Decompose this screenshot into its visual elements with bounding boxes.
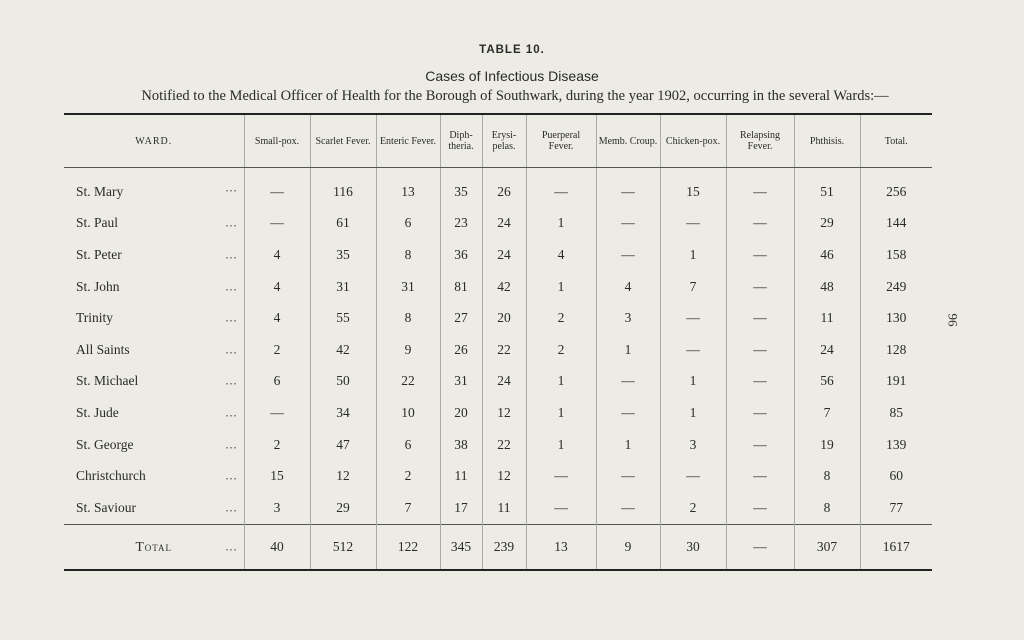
- table-cell: —: [726, 271, 794, 303]
- table-cell: 9: [376, 334, 440, 366]
- table-cell: 34: [310, 397, 376, 429]
- table-cell: 31: [440, 366, 482, 398]
- total-cell: 512: [310, 524, 376, 570]
- table-cell: —: [244, 208, 310, 240]
- table-row: [64, 208, 932, 240]
- column-header: Scarlet Fever.: [310, 114, 376, 168]
- table-cell: 24: [482, 366, 526, 398]
- leader-dots: ...: [225, 342, 238, 357]
- table-cell: 4: [596, 271, 660, 303]
- total-cell: 9: [596, 524, 660, 570]
- column-header: Enteric Fever.: [376, 114, 440, 168]
- table-cell: —: [596, 366, 660, 398]
- table-cell: —: [660, 208, 726, 240]
- table-cell: 2: [526, 334, 596, 366]
- table-row: [64, 366, 932, 398]
- leader-dots: ...: [225, 247, 238, 262]
- ward-name-cell: Trinity ...: [76, 310, 238, 326]
- table-cell: 1: [526, 366, 596, 398]
- table-cell: 8: [794, 492, 860, 524]
- leader-dots: ...: [225, 405, 238, 420]
- table-cell: 1: [660, 366, 726, 398]
- ward-name-cell: St. Mary ...: [76, 180, 238, 199]
- table-cell: 3: [244, 492, 310, 524]
- table-cell: 85: [860, 397, 932, 429]
- total-cell: 13: [526, 524, 596, 570]
- column-header: Chicken-pox.: [660, 114, 726, 168]
- table-row: [64, 460, 932, 492]
- table-cell: 61: [310, 208, 376, 240]
- table-cell: 144: [860, 208, 932, 240]
- total-cell: 345: [440, 524, 482, 570]
- table-cell: —: [596, 492, 660, 524]
- column-header: Diph-theria.: [440, 114, 482, 168]
- table-cell: 60: [860, 460, 932, 492]
- total-cell: 307: [794, 524, 860, 570]
- table-cell: 1: [660, 397, 726, 429]
- table-cell: —: [726, 168, 794, 208]
- table-cell: 56: [794, 366, 860, 398]
- table-cell: 256: [860, 168, 932, 208]
- leader-dots: ...: [225, 373, 238, 388]
- table-cell: —: [596, 239, 660, 271]
- ward-name-cell: All Saints ...: [76, 341, 238, 357]
- table-cell: 51: [794, 168, 860, 208]
- table-cell: 11: [794, 302, 860, 334]
- table-row: [64, 334, 932, 366]
- table-cell: 29: [310, 492, 376, 524]
- table-cell: 47: [310, 429, 376, 461]
- table-cell: —: [726, 239, 794, 271]
- table-cell: 46: [794, 239, 860, 271]
- table-cell: 31: [310, 271, 376, 303]
- table-row: [64, 429, 932, 461]
- table-cell: 6: [376, 208, 440, 240]
- table-cell: —: [726, 334, 794, 366]
- table-cell: —: [726, 208, 794, 240]
- table-cell: —: [726, 460, 794, 492]
- table-cell: —: [526, 168, 596, 208]
- table-cell: 22: [482, 429, 526, 461]
- ward-name-cell: St. Michael ...: [76, 373, 238, 389]
- total-cell: 30: [660, 524, 726, 570]
- table-cell: 1: [526, 429, 596, 461]
- total-cell: 1617: [860, 524, 932, 570]
- table-cell: 2: [244, 429, 310, 461]
- table-cell: —: [660, 334, 726, 366]
- table-cell: 1: [526, 271, 596, 303]
- table-cell: 2: [526, 302, 596, 334]
- table-row: [64, 168, 932, 208]
- table-cell: 15: [660, 168, 726, 208]
- table-cell: 3: [660, 429, 726, 461]
- table-row: [64, 271, 932, 303]
- ward-name-cell: St. Paul ...: [76, 215, 238, 231]
- table-cell: —: [596, 168, 660, 208]
- total-cell: 239: [482, 524, 526, 570]
- table-cell: 116: [310, 168, 376, 208]
- table-cell: 38: [440, 429, 482, 461]
- table-row: [64, 397, 932, 429]
- leader-dots: ...: [225, 500, 238, 515]
- ward-name-cell: St. George ...: [76, 436, 238, 452]
- table-cell: —: [596, 460, 660, 492]
- table-cell: 128: [860, 334, 932, 366]
- table-cell: 35: [440, 168, 482, 208]
- ward-name-cell: Christchurch ...: [76, 468, 238, 484]
- table-cell: —: [726, 397, 794, 429]
- leader-dots: ...: [225, 180, 238, 195]
- table-cell: —: [596, 397, 660, 429]
- table-cell: —: [660, 302, 726, 334]
- total-cell: 122: [376, 524, 440, 570]
- ward-name-cell: St. Jude ...: [76, 404, 238, 420]
- table-cell: —: [526, 460, 596, 492]
- table-cell: 42: [310, 334, 376, 366]
- table-cell: 4: [526, 239, 596, 271]
- column-header: WARD.: [64, 114, 244, 168]
- table-row: [64, 492, 932, 524]
- table-cell: 36: [440, 239, 482, 271]
- ward-name-cell: St. John ...: [76, 278, 238, 294]
- table-cell: 1: [526, 397, 596, 429]
- table-cell: 29: [794, 208, 860, 240]
- table-cell: 8: [376, 239, 440, 271]
- table-cell: 4: [244, 239, 310, 271]
- table-cell: 22: [376, 366, 440, 398]
- ward-name-cell: St. Peter ...: [76, 246, 238, 262]
- table-cell: 8: [794, 460, 860, 492]
- table-cell: 12: [482, 460, 526, 492]
- table-cell: —: [660, 460, 726, 492]
- table-cell: 55: [310, 302, 376, 334]
- table-cell: 17: [440, 492, 482, 524]
- table-cell: 12: [482, 397, 526, 429]
- leader-dots: ...: [225, 468, 238, 483]
- table-cell: 2: [244, 334, 310, 366]
- table-cell: —: [726, 366, 794, 398]
- table-cell: —: [726, 492, 794, 524]
- ward-name-cell: St. Saviour ...: [76, 499, 238, 515]
- column-header: Memb. Croup.: [596, 114, 660, 168]
- page-subtitle: Notified to the Medical Officer of Health for the Borough of Southwark, during the year 1902, occurring in the several Wards:—: [141, 88, 889, 104]
- column-header: Small-pox.: [244, 114, 310, 168]
- column-header: Phthisis.: [794, 114, 860, 168]
- table-cell: 27: [440, 302, 482, 334]
- total-cell: 40: [244, 524, 310, 570]
- column-header: Puerperal Fever.: [526, 114, 596, 168]
- table-cell: 130: [860, 302, 932, 334]
- leader-dots: ...: [225, 215, 238, 230]
- table-cell: 42: [482, 271, 526, 303]
- table-cell: 24: [482, 239, 526, 271]
- table-header-row: [64, 114, 932, 168]
- table-cell: 3: [596, 302, 660, 334]
- table-cell: 1: [596, 334, 660, 366]
- table-cell: 191: [860, 366, 932, 398]
- table-cell: 11: [482, 492, 526, 524]
- table-cell: 31: [376, 271, 440, 303]
- table-cell: —: [526, 492, 596, 524]
- table-label: TABLE 10.: [479, 44, 545, 56]
- table-cell: —: [596, 208, 660, 240]
- table-cell: 2: [660, 492, 726, 524]
- table-cell: 1: [526, 208, 596, 240]
- table-cell: 48: [794, 271, 860, 303]
- table-cell: 22: [482, 334, 526, 366]
- table-cell: 24: [794, 334, 860, 366]
- table-cell: 139: [860, 429, 932, 461]
- table-cell: 13: [376, 168, 440, 208]
- table-cell: 158: [860, 239, 932, 271]
- column-header: Total.: [860, 114, 932, 168]
- table-cell: 8: [376, 302, 440, 334]
- table-cell: 35: [310, 239, 376, 271]
- table-cell: 1: [660, 239, 726, 271]
- table-body: [64, 168, 932, 525]
- table-cell: 7: [376, 492, 440, 524]
- table-cell: 19: [794, 429, 860, 461]
- leader-dots: ...: [225, 539, 238, 554]
- table-cell: 11: [440, 460, 482, 492]
- table-row: [64, 239, 932, 271]
- table-row: [64, 302, 932, 334]
- table-cell: 6: [376, 429, 440, 461]
- table-cell: —: [244, 397, 310, 429]
- column-header: Relapsing Fever.: [726, 114, 794, 168]
- table-cell: 10: [376, 397, 440, 429]
- table-cell: 26: [440, 334, 482, 366]
- table-cell: 26: [482, 168, 526, 208]
- table-cell: 4: [244, 271, 310, 303]
- table-cell: 81: [440, 271, 482, 303]
- page-title: Cases of Infectious Disease: [425, 68, 599, 84]
- total-row: [64, 524, 932, 570]
- table-cell: 20: [482, 302, 526, 334]
- table-cell: 2: [376, 460, 440, 492]
- leader-dots: ...: [225, 437, 238, 452]
- page-number: 96: [945, 313, 961, 327]
- table-cell: 20: [440, 397, 482, 429]
- table-cell: 77: [860, 492, 932, 524]
- table-cell: —: [244, 168, 310, 208]
- table-cell: 24: [482, 208, 526, 240]
- leader-dots: ...: [225, 279, 238, 294]
- table-cell: 249: [860, 271, 932, 303]
- table-cell: 50: [310, 366, 376, 398]
- table-cell: 6: [244, 366, 310, 398]
- infectious-disease-table: [64, 113, 932, 571]
- table-cell: 15: [244, 460, 310, 492]
- table-cell: 7: [794, 397, 860, 429]
- column-header: Erysi-pelas.: [482, 114, 526, 168]
- table-cell: 4: [244, 302, 310, 334]
- total-cell: —: [726, 524, 794, 570]
- table-cell: —: [726, 429, 794, 461]
- leader-dots: ...: [225, 310, 238, 325]
- total-label: Total ...: [64, 524, 244, 570]
- table-cell: 1: [596, 429, 660, 461]
- table-cell: 12: [310, 460, 376, 492]
- table-cell: —: [726, 302, 794, 334]
- table-cell: 7: [660, 271, 726, 303]
- table-cell: 23: [440, 208, 482, 240]
